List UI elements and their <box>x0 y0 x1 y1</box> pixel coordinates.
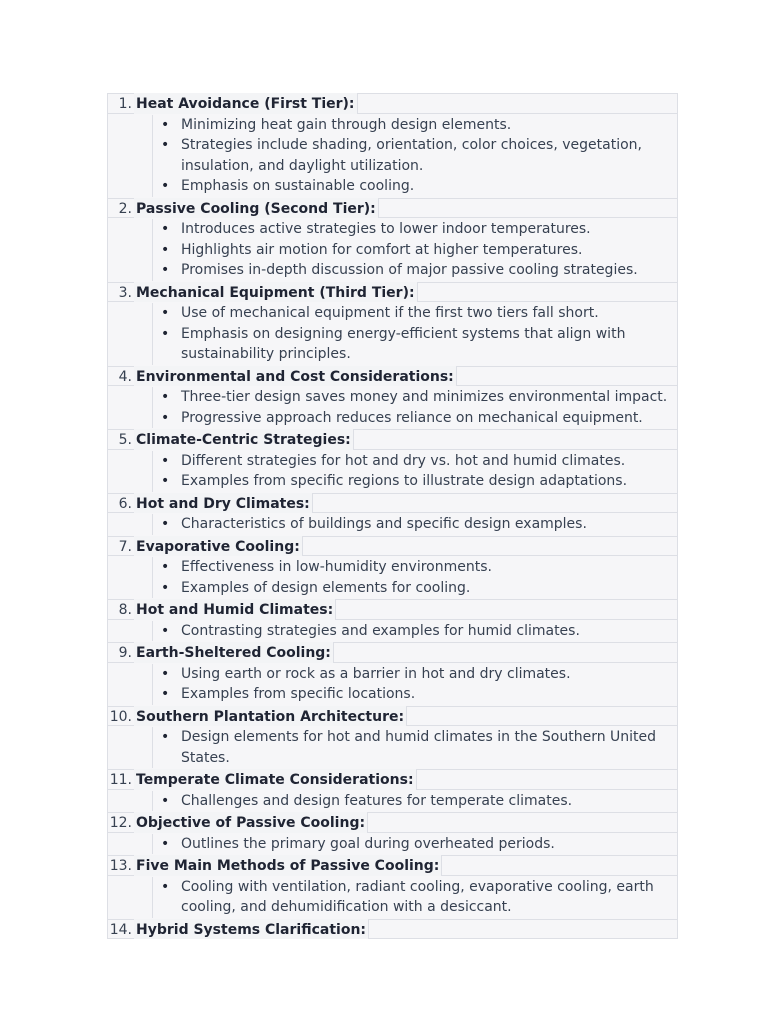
bullet-text-line: Use of mechanical equipment if the first two tiers fall short. <box>181 305 599 321</box>
bullet-text-line: Different strategies for hot and dry vs. hot and humid climates. <box>181 452 626 469</box>
outline-section <box>107 536 678 600</box>
section-number: 6. <box>118 495 132 512</box>
bullet-text-line: Contrasting strategies and examples for humid climates. <box>181 622 580 639</box>
section-heading-row <box>107 769 678 790</box>
section-heading-row <box>107 366 678 387</box>
section-number: 3. <box>118 284 132 301</box>
section-title: Passive Cooling (Second Tier): <box>136 200 376 217</box>
section-heading-row <box>107 493 678 514</box>
outline-section <box>107 919 678 940</box>
section-title-box <box>134 198 379 219</box>
bullet-text-line: Using earth or rock as a barrier in hot and dry climates. <box>181 665 571 682</box>
section-heading-row <box>107 919 678 940</box>
bullet-item <box>153 791 677 812</box>
bullet-dot-icon: • <box>161 835 170 852</box>
bullet-item <box>153 135 677 176</box>
section-title-box <box>134 93 358 114</box>
bullet-item <box>153 303 677 324</box>
section-title-box <box>134 493 313 514</box>
bullet-item <box>153 176 677 197</box>
bullet-dot-icon: • <box>161 686 170 702</box>
section-title: Hot and Dry Climates: <box>136 495 310 512</box>
bullet-text-line: Effectiveness in low-humidity environments. <box>181 559 492 575</box>
outline-section <box>107 599 678 642</box>
bullet-item <box>153 471 677 492</box>
section-heading-row <box>107 93 678 114</box>
bullet-list <box>107 556 678 599</box>
section-number: 10. <box>109 708 132 725</box>
outline-section <box>107 706 678 770</box>
bullet-column <box>152 451 677 492</box>
section-number: 5. <box>118 432 132 448</box>
bullet-dot-icon: • <box>161 516 170 532</box>
bullet-dot-icon: • <box>161 241 170 258</box>
outline-section <box>107 198 678 282</box>
bullet-list <box>107 450 678 493</box>
bullet-dot-icon: • <box>161 178 170 194</box>
section-title: Hybrid Systems Clarification: <box>136 921 367 938</box>
bullet-dot-icon: • <box>161 473 170 489</box>
section-number: 8. <box>118 602 132 618</box>
section-heading-row <box>107 812 678 833</box>
bullet-dot-icon: • <box>161 665 170 682</box>
section-title: Five Main Methods of Passive Cooling: <box>136 858 440 874</box>
bullet-dot-icon: • <box>161 579 170 596</box>
section-title: Climate-Centric Strategies: <box>136 432 351 448</box>
bullet-text-line: Challenges and design features for temperate climates. <box>181 792 573 809</box>
bullet-text-line: Characteristics of buildings and specific design examples. <box>181 516 587 532</box>
bullet-dot-icon: • <box>161 325 170 342</box>
section-heading-row <box>107 599 678 620</box>
bullet-item <box>153 115 677 136</box>
bullet-text-line: Minimizing heat gain through design elements. <box>181 116 512 133</box>
section-title-box <box>134 706 407 727</box>
bullet-item <box>153 727 677 768</box>
section-title: Evaporative Cooling: <box>136 538 300 555</box>
bullet-text-line: Promises in-depth discussion of major passive cooling strategies. <box>181 262 638 278</box>
section-title: Temperate Climate Considerations: <box>136 772 414 788</box>
bullet-text-line: Design elements for hot and humid climates in the Southern United States. <box>181 729 657 766</box>
bullet-dot-icon: • <box>161 116 170 133</box>
bullet-item <box>153 557 677 578</box>
outline-section <box>107 93 678 198</box>
bullet-dot-icon: • <box>161 792 170 809</box>
bullet-list <box>107 114 678 198</box>
bullet-item <box>153 877 677 918</box>
bullet-column <box>152 387 677 428</box>
bullet-text-line: Emphasis on sustainable cooling. <box>181 178 415 194</box>
outline-section <box>107 493 678 536</box>
bullet-column <box>152 219 677 281</box>
bullet-list <box>107 790 678 813</box>
outline-section <box>107 855 678 919</box>
bullet-item <box>153 408 677 429</box>
section-title-box <box>134 769 417 790</box>
section-title-box <box>134 599 336 620</box>
section-title-box <box>134 919 369 940</box>
section-number: 9. <box>118 645 132 661</box>
bullet-dot-icon: • <box>161 305 170 321</box>
bullet-text-line: Progressive approach reduces reliance on mechanical equipment. <box>181 409 643 426</box>
section-number: 13. <box>109 858 132 874</box>
bullet-list <box>107 876 678 919</box>
bullet-item <box>153 664 677 685</box>
bullet-text-line: sustainability principles. <box>181 346 351 362</box>
bullet-dot-icon: • <box>161 878 170 895</box>
outline-section <box>107 642 678 706</box>
section-heading-row <box>107 429 678 450</box>
bullet-dot-icon: • <box>161 221 170 237</box>
bullet-column <box>152 834 677 855</box>
bullet-dot-icon: • <box>161 409 170 426</box>
bullet-text-line: cooling, and dehumidification with a desiccant. <box>181 899 512 915</box>
bullet-column <box>152 791 677 812</box>
bullet-dot-icon: • <box>161 137 170 153</box>
bullet-item <box>153 260 677 281</box>
section-title: Environmental and Cost Considerations: <box>136 368 454 385</box>
section-heading-row <box>107 706 678 727</box>
bullet-list <box>107 833 678 856</box>
section-number: 1. <box>118 96 132 112</box>
bullet-item <box>153 514 677 535</box>
section-heading-row <box>107 282 678 303</box>
bullet-item <box>153 578 677 599</box>
bullet-item <box>153 219 677 240</box>
section-title-box <box>134 429 354 450</box>
bullet-list <box>107 513 678 536</box>
section-title-box <box>134 812 368 833</box>
bullet-dot-icon: • <box>161 559 170 575</box>
bullet-text-line: Emphasis on designing energy-efficient systems that align with <box>181 325 626 342</box>
numbered-outline-list <box>107 93 678 939</box>
bullet-list <box>107 218 678 282</box>
section-heading-row <box>107 855 678 876</box>
outline-section <box>107 812 678 855</box>
section-title-box <box>134 855 442 876</box>
bullet-item <box>153 684 677 705</box>
bullet-column <box>152 727 677 768</box>
bullet-column <box>152 621 677 642</box>
bullet-text-line: Introduces active strategies to lower indoor temperatures. <box>181 221 591 237</box>
bullet-column <box>152 664 677 705</box>
bullet-item <box>153 324 677 365</box>
section-title: Objective of Passive Cooling: <box>136 815 366 831</box>
section-number: 7. <box>118 538 132 555</box>
bullet-text-line: Highlights air motion for comfort at higher temperatures. <box>181 241 583 258</box>
bullet-text-line: Cooling with ventilation, radiant cooling, evaporative cooling, earth <box>181 878 654 895</box>
bullet-text-line: insulation, and daylight utilization. <box>181 157 424 174</box>
outline-section <box>107 769 678 812</box>
bullet-dot-icon: • <box>161 622 170 639</box>
outline-section <box>107 429 678 493</box>
section-number: 11. <box>109 772 132 788</box>
section-title-box <box>134 282 418 303</box>
bullet-text-line: Examples from specific regions to illustrate design adaptations. <box>181 473 628 489</box>
section-title-box <box>134 366 457 387</box>
bullet-text-line: Examples from specific locations. <box>181 686 416 702</box>
section-title: Southern Plantation Architecture: <box>136 708 405 725</box>
section-number: 14. <box>109 921 132 938</box>
bullet-item <box>153 451 677 472</box>
section-heading-row <box>107 536 678 557</box>
outline-section <box>107 366 678 430</box>
bullet-list <box>107 663 678 706</box>
section-number: 12. <box>109 815 132 831</box>
section-title: Heat Avoidance (First Tier): <box>136 96 355 112</box>
section-number: 4. <box>118 368 132 385</box>
bullet-item <box>153 240 677 261</box>
bullet-column <box>152 303 677 365</box>
bullet-dot-icon: • <box>161 262 170 278</box>
bullet-text-line: Examples of design elements for cooling. <box>181 579 471 596</box>
bullet-text-line: Strategies include shading, orientation, color choices, vegetation, <box>181 137 642 153</box>
bullet-column <box>152 557 677 598</box>
bullet-item <box>153 621 677 642</box>
bullet-column <box>152 877 677 918</box>
section-title-box <box>134 642 334 663</box>
outline-section <box>107 282 678 366</box>
section-number: 2. <box>118 200 132 217</box>
section-title-box <box>134 536 303 557</box>
bullet-text-line: Outlines the primary goal during overheated periods. <box>181 835 555 852</box>
section-heading-row <box>107 642 678 663</box>
section-heading-row <box>107 198 678 219</box>
bullet-list <box>107 620 678 643</box>
bullet-dot-icon: • <box>161 389 170 405</box>
bullet-column <box>152 115 677 197</box>
bullet-list <box>107 726 678 769</box>
section-title: Mechanical Equipment (Third Tier): <box>136 284 415 301</box>
section-title: Earth-Sheltered Cooling: <box>136 645 331 661</box>
bullet-list <box>107 386 678 429</box>
bullet-list <box>107 302 678 366</box>
bullet-text-line: Three-tier design saves money and minimizes environmental impact. <box>181 389 668 405</box>
bullet-item <box>153 387 677 408</box>
section-title: Hot and Humid Climates: <box>136 602 334 618</box>
bullet-dot-icon: • <box>161 452 170 469</box>
bullet-column <box>152 514 677 535</box>
bullet-item <box>153 834 677 855</box>
bullet-dot-icon: • <box>161 729 170 745</box>
